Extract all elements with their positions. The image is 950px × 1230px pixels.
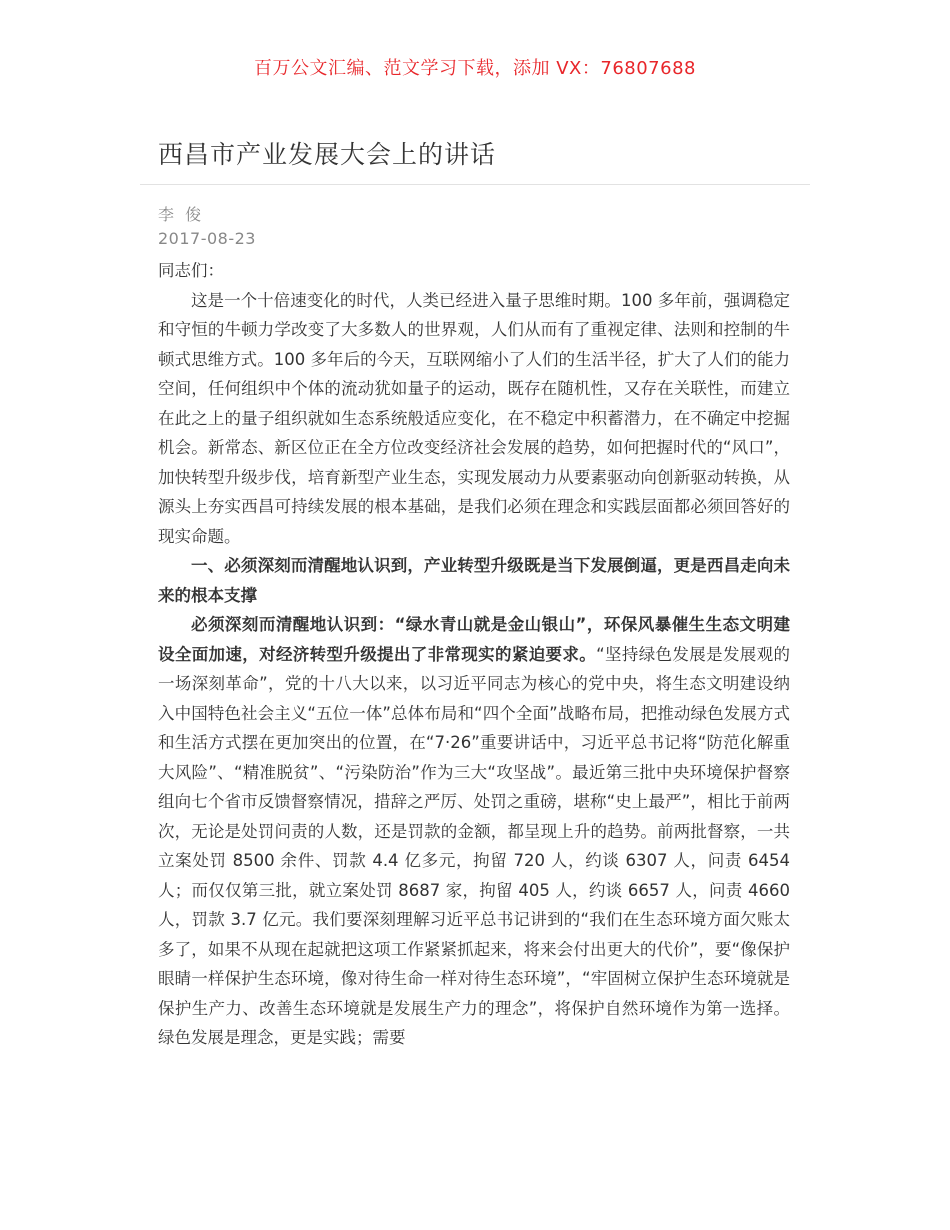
paragraph-environment [158,610,790,1053]
salutation: 同志们： [158,261,224,280]
article-date: 2017-08-23 [158,229,256,248]
title-divider [140,184,810,185]
section-heading-1: 一、必须深刻而清醒地认识到，产业转型升级既是当下发展倒逼，更是西昌走向未来的根本支撑 [158,556,790,605]
article-body [158,256,790,1053]
article-author: 李 俊 [158,205,205,224]
paragraph-intro: 这是一个十倍速变化的时代，人类已经进入量子思维时期。100 多年前，强调稳定和守恒的牛顿力学改变了大多数人的世界观，人们从而有了重视定律、法则和控制的牛顿式思维方式。100 多年后的今天，互联网缩小了人们的生活半径，扩大了人们的能力空间，任何组织中个体的流动犹如量子的运动，既存在随机性，又存在关联性，而建立在此之上的量子组织就如生态系统般适应变化，在不稳定中积蓄潜力，在不确定中挖掘机会。新常态、新区位正在全方位改变经济社会发展的趋势，如何把握时代的“风口”，加快转型升级步伐，培育新型产业生态，实现发展动力从要素驱动向创新驱动转换，从源头上夯实西昌可持续发展的根本基础，是我们必须在理念和实践层面都必须回答好的现实命题。 [158,290,790,546]
article-title: 西昌市产业发展大会上的讲话 [158,140,497,169]
paragraph-body-text: “坚持绿色发展是发展观的一场深刻革命”，党的十八大以来，以习近平同志为核心的党中央，将生态文明建设纳入中国特色社会主义“五位一体”总体布局和“四个全面”战略布局，把推动绿色发展方式和生活方式摆在更加突出的位置，在“7·26”重要讲话中，习近平总书记将“防范化解重大风险”、“精准脱贫”、“污染防治”作为三大“攻坚战”。最近第三批中央环境保护督察组向七个省市反馈督察情况，措辞之严厉、处罚之重磅，堪称“史上最严”，相比于前两次，无论是处罚问责的人数，还是罚款的金额，都呈现上升的趋势。前两批督察，一共立案处罚 8500 余件、罚款 4.4 亿多元，拘留 720 人，约谈 6307 人，问责 6454 人；而仅仅第三批，就立案处罚 8687 家，拘留 405 人，约谈 6657 人，问责 4660 人，罚款 3.7 亿元。我们要深刻理解习近平总书记讲到的“我们在生态环境方面欠账太多了，如果不从现在起就把这项工作紧紧抓起来，将来会付出更大的代价”，要“像保护眼睛一样保护生态环境，像对待生命一样对待生态环境”，“牢固树立保护生态环境就是保护生产力、改善生态环境就是发展生产力的理念”，将保护自然环境作为第一选择。绿色发展是理念，更是实践；需要 [158,644,790,1047]
download-banner: 百万公文汇编、范文学习下载，添加 VX：76807688 [254,58,696,79]
paragraph-lead-bold: 必须深刻而清醒地认识到：“绿水青山就是金山银山”，环保风暴催生生态文明建设全面加速，对经济转型升级提出了非常现实的紧迫要求。 [158,615,790,664]
